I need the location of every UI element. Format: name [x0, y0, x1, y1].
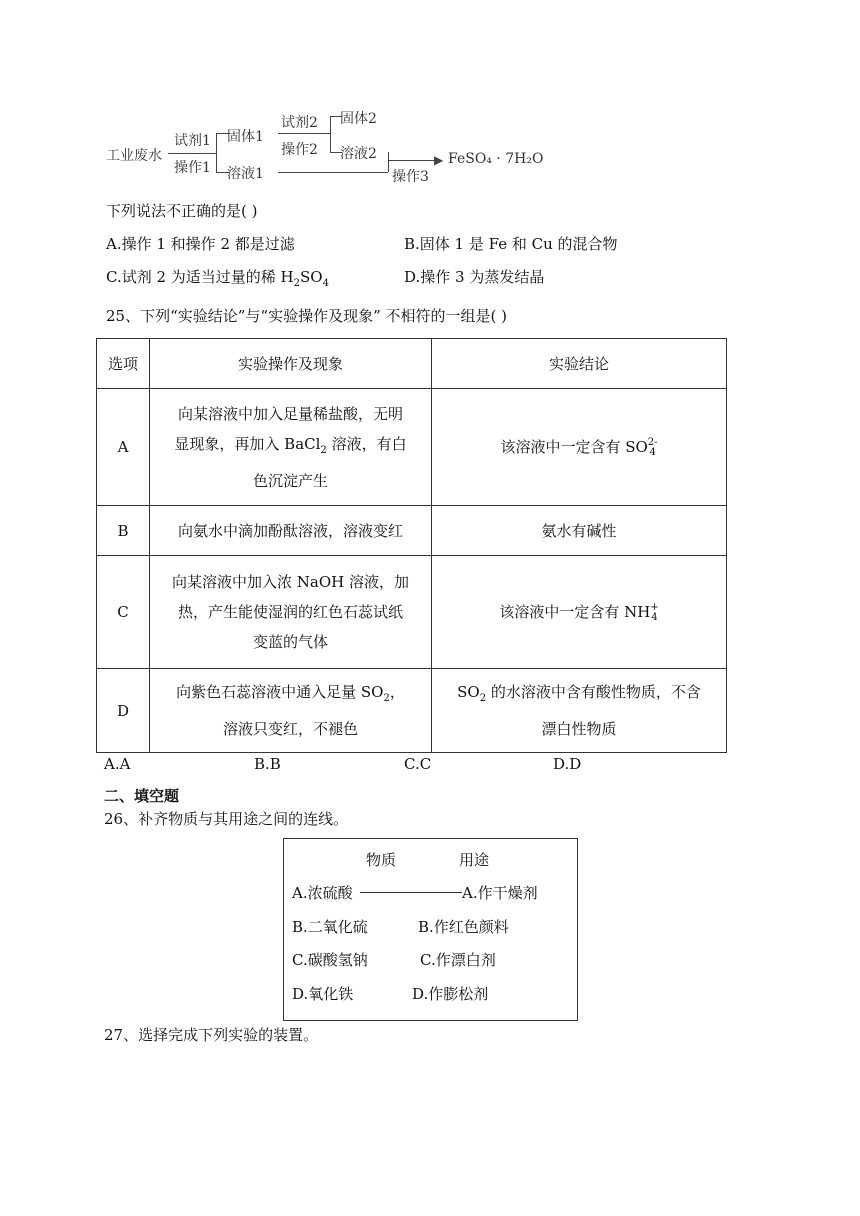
row-b-conclusion: 氨水有碱性: [432, 506, 727, 556]
flow-solid2: 固体2: [340, 111, 377, 127]
row-b-operation: 向氨水中滴加酚酞溶液，溶液变红: [150, 506, 432, 556]
match-line: [360, 892, 462, 893]
flow-line-solid1: [278, 133, 330, 134]
flow-arrowhead: ▶: [434, 153, 444, 167]
box-right-item: B.作红色颜料: [418, 918, 509, 936]
q25-answer-c: C.C: [404, 755, 432, 773]
row-d-option: D: [97, 669, 150, 753]
q24-stem: 下列说法不正确的是( ): [106, 202, 258, 220]
flow-branch1: [216, 133, 217, 173]
flow-op3: 操作3: [392, 169, 429, 185]
box-left-item: A.浓硫酸: [292, 884, 353, 902]
flow-line-op3: [388, 160, 438, 161]
row-a-option: A: [97, 389, 150, 506]
q24-option-c: C.试剂 2 为适当过量的稀 $H_2SO_4$: [106, 268, 329, 289]
q25-table: [96, 338, 727, 753]
flow-op2: 操作2: [281, 142, 318, 158]
row-b-option: B: [97, 506, 150, 556]
flow-op1: 操作1: [174, 160, 211, 176]
q25-answer-d: D.D: [553, 755, 582, 773]
flow-reagent1: 试剂1: [174, 133, 211, 149]
q26-match-box: [283, 838, 578, 1021]
flow-branch2: [330, 116, 331, 152]
q26-stem: 26、补齐物质与其用途之间的连线。: [104, 810, 349, 828]
q25-answer-b: B.B: [254, 755, 281, 773]
flow-solid1: 固体1: [227, 129, 264, 145]
flow-solution1: 溶液1: [227, 166, 264, 182]
row-d-operation: 向紫色石蕊溶液中通入足量 $SO_2$， 溶液只变红，不褪色: [150, 669, 432, 753]
section-title: 二、填空题: [104, 787, 180, 805]
flow-product: FeSO₄ · 7H₂O: [448, 151, 544, 167]
table-row: [97, 556, 727, 669]
box-left-item: D.氧化铁: [292, 985, 354, 1003]
table-row: [97, 506, 727, 556]
box-right-item: A.作干燥剂: [462, 884, 538, 902]
row-a-operation: 向某溶液中加入足量稀盐酸，无明 显现象，再加入 BaCl$_2$ 溶液，有白 色沉淀产生: [150, 389, 432, 506]
flow-line-main: [168, 153, 216, 154]
box-right-item: D.作膨松剂: [412, 985, 489, 1003]
row-a-conclusion: 该溶液中一定含有 SO 2- 4: [432, 389, 727, 506]
row-c-option: C: [97, 556, 150, 669]
box-left-item: C.碳酸氢钠: [292, 951, 368, 969]
table-row: [97, 669, 727, 753]
table-row: [97, 389, 727, 506]
q24-option-b: B.固体 1 是 Fe 和 Cu 的混合物: [404, 235, 618, 253]
box-header-use: 用途: [459, 851, 490, 869]
flow-solution2: 溶液2: [340, 146, 377, 162]
row-d-conclusion: $SO_2$ 的水溶液中含有酸性物质，不含 漂白性物质: [432, 669, 727, 753]
header-conclusion: 实验结论: [432, 339, 727, 389]
box-right-item: C.作漂白剂: [420, 951, 496, 969]
flow-reagent2: 试剂2: [281, 115, 318, 131]
flow-start: 工业废水: [106, 148, 162, 164]
q25-answer-a: A.A: [104, 755, 131, 773]
row-c-operation: 向某溶液中加入浓 NaOH 溶液，加 热，产生能使湿润的红色石蕊试纸 变蓝的气体: [150, 556, 432, 669]
q24-option-a: A.操作 1 和操作 2 都是过滤: [106, 235, 295, 253]
header-operation: 实验操作及现象: [150, 339, 432, 389]
q25-stem: 25、下列“实验结论”与“实验操作及现象” 不相符的一组是( ): [106, 307, 508, 325]
flow-join: [388, 152, 389, 172]
box-header-substance: 物质: [366, 851, 397, 869]
flow-line-solution1: [278, 172, 388, 173]
row-c-conclusion: 该溶液中一定含有 NH + 4: [432, 556, 727, 669]
box-left-item: B.二氧化硫: [292, 918, 368, 936]
header-option: 选项: [97, 339, 150, 389]
q24-option-d: D.操作 3 为蒸发结晶: [404, 268, 545, 286]
q27-stem: 27、选择完成下列实验的装置。: [104, 1026, 319, 1044]
table-header-row: [97, 339, 727, 389]
